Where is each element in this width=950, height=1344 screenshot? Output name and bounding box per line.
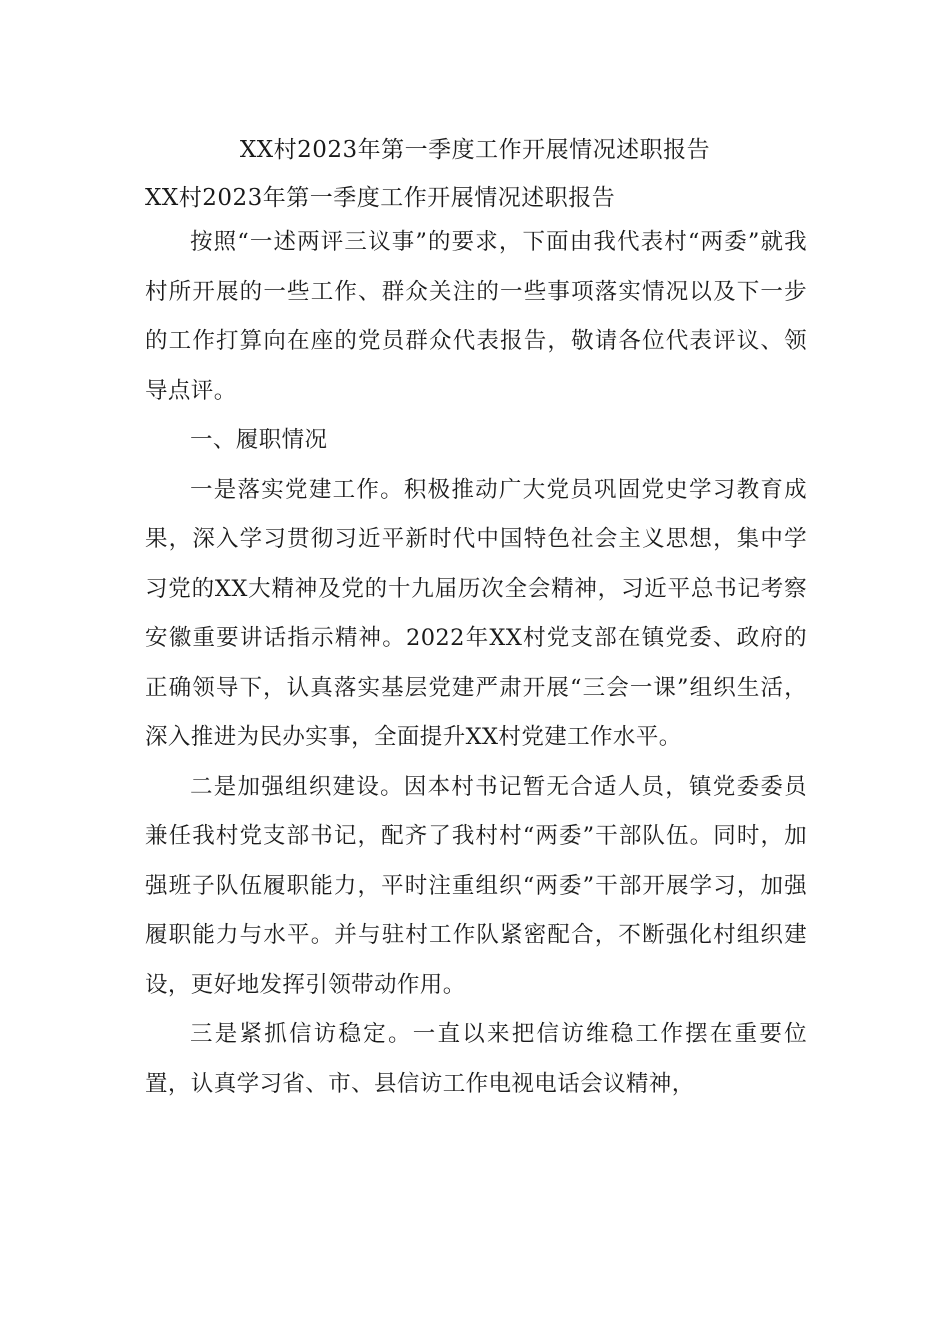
paragraph-petitions: 三是紧抓信访稳定。一直以来把信访维稳工作摆在重要位置，认真学习省、市、县信访工作电视电话会议精神，	[145, 1021, 807, 1097]
document-subtitle: XX村2023年第一季度工作开展情况述职报告	[145, 185, 616, 211]
paragraph-organization: 二是加强组织建设。因本村书记暂无合适人员，镇党委委员兼任我村党支部书记，配齐了我村村“两委”干部队伍。同时，加强班子队伍履职能力，平时注重组织“两委”干部开展学习，加强履职能力与水平。并与驻村工作队紧密配合，不断强化村组织建设，更好地发挥引领带动作用。	[145, 773, 807, 998]
section-heading: 一、履职情况	[190, 427, 328, 453]
intro-paragraph: 按照“一述两评三议事”的要求，下面由我代表村“两委”就我村所开展的一些工作、群众关注的一些事项落实情况以及下一步的工作打算向在座的党员群众代表报告，敬请各位代表评议、领导点评。	[145, 229, 807, 404]
document-title: XX村2023年第一季度工作开展情况述职报告	[239, 137, 711, 163]
document-body	[145, 178, 807, 1109]
paragraph-party-building: 一是落实党建工作。积极推动广大党员巩固党史学习教育成果，深入学习贯彻习近平新时代中国特色社会主义思想，集中学习党的XX大精神及党的十九届历次全会精神，习近平总书记考察安徽重要讲话指示精神。2022年XX村党支部在镇党委、政府的正确领导下，认真落实基层党建严肃开展“三会一课”组织生活，深入推进为民办实事，全面提升XX村党建工作水平。	[145, 476, 807, 750]
